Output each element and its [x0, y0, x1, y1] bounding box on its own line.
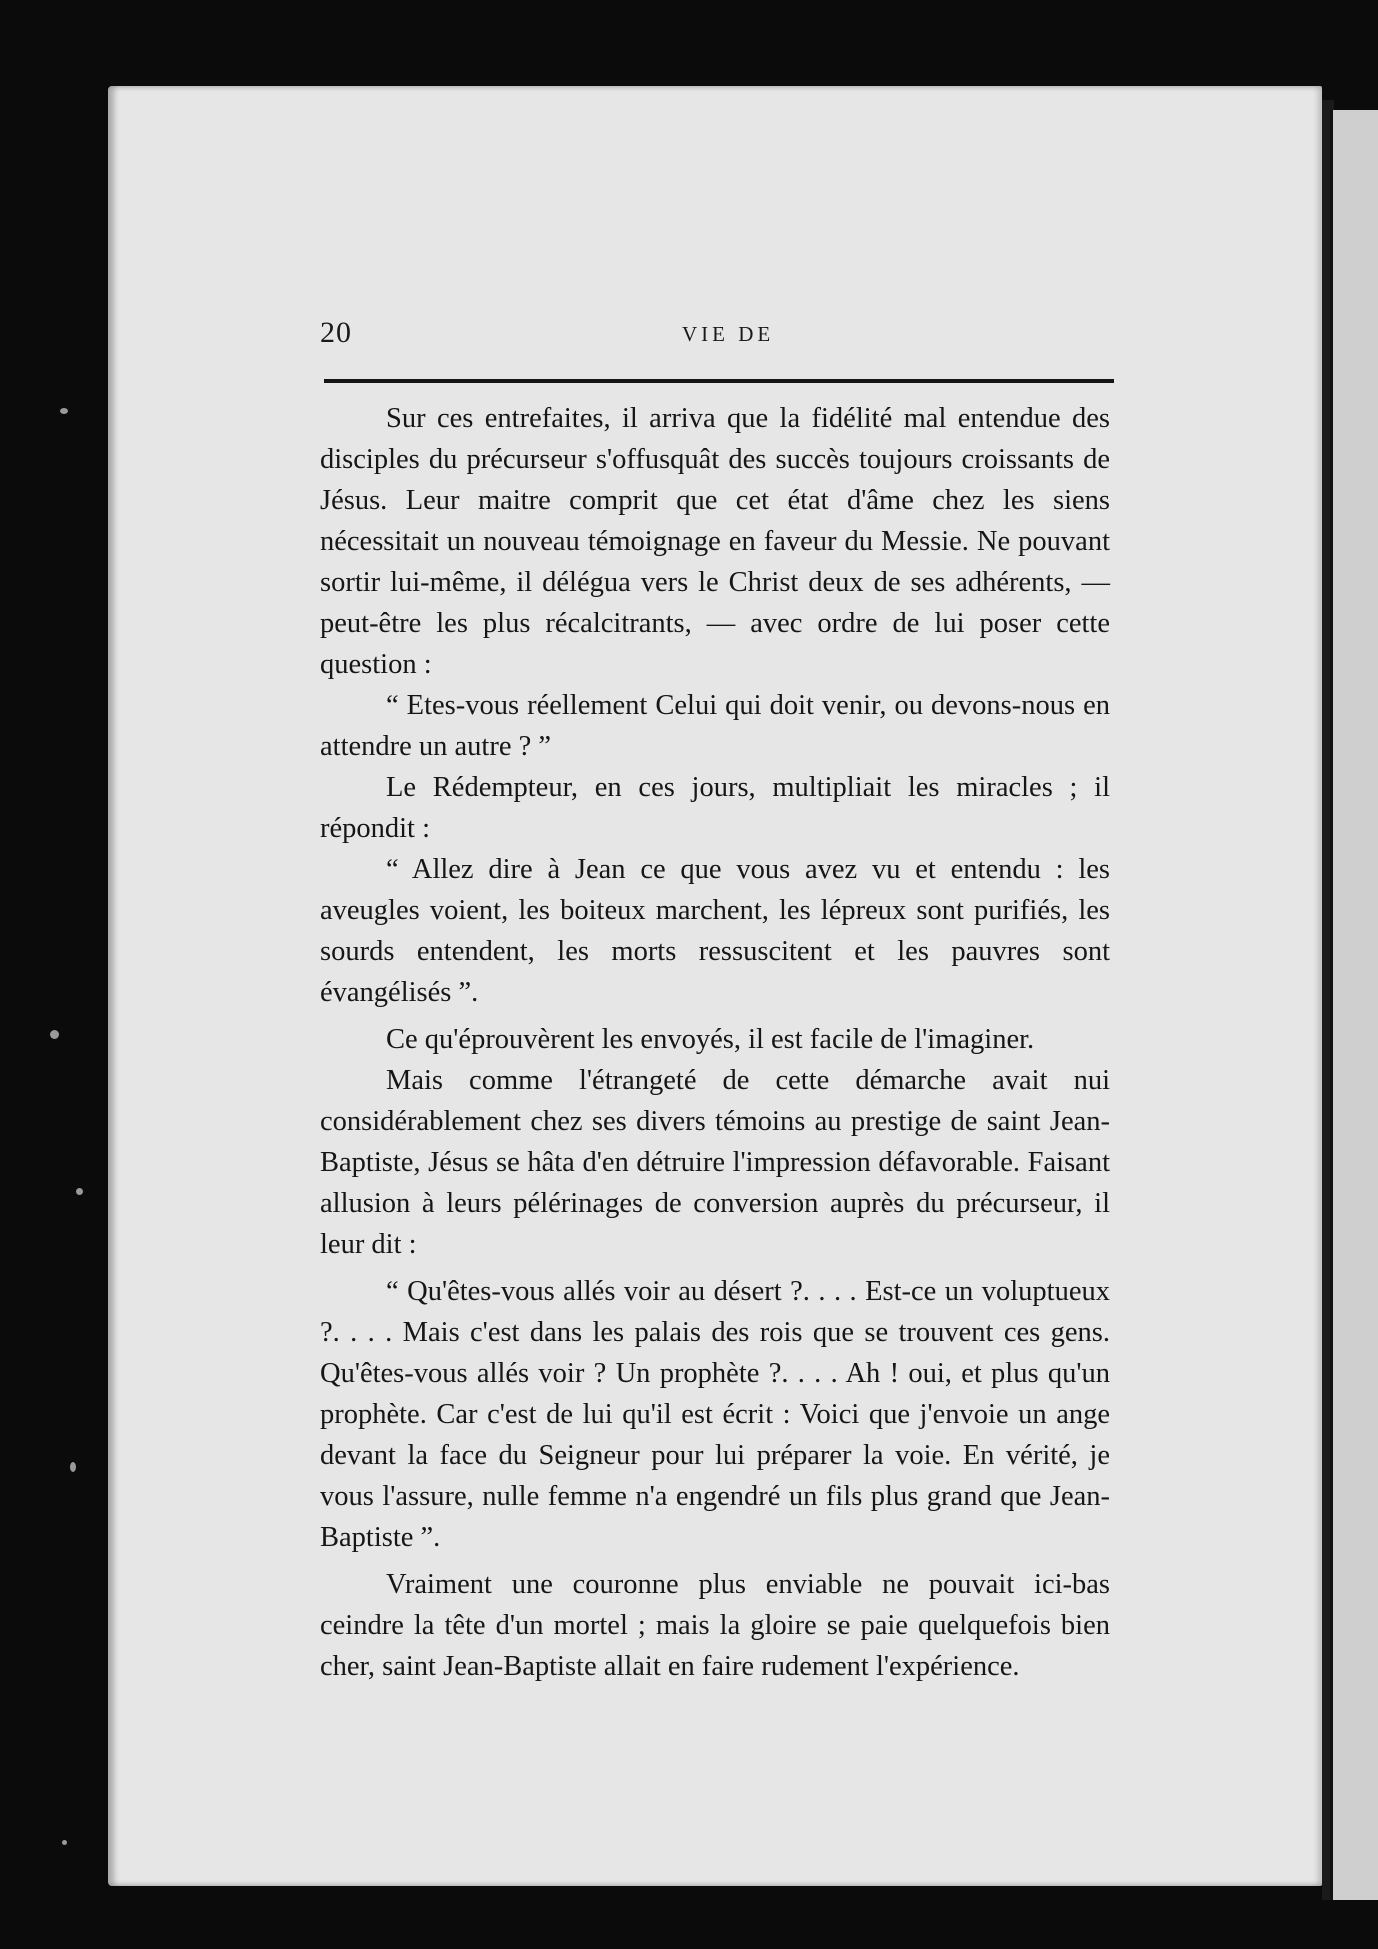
running-head	[320, 316, 1115, 356]
next-page-edge	[1330, 110, 1378, 1900]
paragraph: Mais comme l'étrangeté de cette démarche avait nui considérablement chez ses divers témoins au prestige de saint Jean-Baptiste, Jésus se hâta d'en détruire l'impression défavorable. Faisant allusion à leurs pélérinages de conversion auprès du précurseur, il leur dit :	[320, 1065, 1110, 1260]
scan-speck	[62, 1840, 67, 1845]
paragraph: “ Etes-vous réellement Celui qui doit venir, ou devons-nous en attendre un autre ? ”	[320, 690, 1110, 762]
paragraph: Vraiment une couronne plus enviable ne pouvait ici-bas ceindre la tête d'un mortel ; mais la gloire se paie quelquefois bien cher, saint Jean-Baptiste allait en faire rudement l'expérience.	[320, 1569, 1110, 1682]
header-rule	[324, 379, 1114, 383]
scan-speck	[50, 1030, 59, 1039]
scan-speck	[76, 1188, 83, 1195]
page-number: 20	[320, 316, 352, 349]
paragraph: “ Allez dire à Jean ce que vous avez vu et entendu : les aveugles voient, les boiteux marchent, les lépreux sont purifiés, les sourds entendent, les morts ressuscitent et les pauvres sont évangélisés ”.	[320, 854, 1110, 1008]
scan-speck	[70, 1462, 76, 1472]
paragraph: Sur ces entrefaites, il arriva que la fidélité mal entendue des disciples du précurseur s'offusquât des succès toujours croissants de Jésus. Leur maitre comprit que cet état d'âme chez les siens nécessitait un nouveau témoignage en faveur du Messie. Ne pouvant sortir lui-même, il délégua vers le Christ deux de ses adhérents, — peut-être les plus récalcitrants, — avec ordre de lui poser cette question :	[320, 403, 1110, 680]
running-title: VIE DE	[682, 322, 775, 346]
paragraph: Ce qu'éprouvèrent les envoyés, il est facile de l'imaginer.	[386, 1024, 1035, 1055]
paragraph: “ Qu'êtes-vous allés voir au désert ?. . . . Est-ce un voluptueux ?. . . . Mais c'est dans les palais des rois que se trouvent ces gens. Qu'êtes-vous allés voir ? Un prophète ?. . . . Ah ! oui, et plus qu'un prophète. Car c'est de lui qu'il est écrit : Voici que j'envoie un ange devant la face du Seigneur pour lui préparer la voie. En vérité, je vous l'assure, nulle femme n'a engendré un fils plus grand que Jean-Baptiste ”.	[320, 1276, 1110, 1553]
scan-speck	[60, 408, 68, 414]
body-text	[320, 398, 1110, 1693]
paragraph: Le Rédempteur, en ces jours, multipliait les miracles ; il répondit :	[320, 772, 1110, 844]
